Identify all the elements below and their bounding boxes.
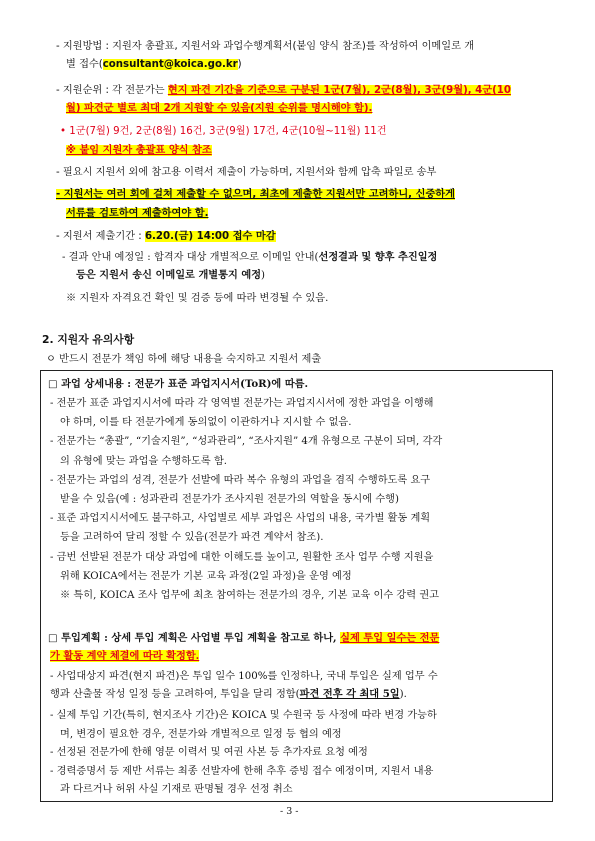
apply-method-text: 별 접수( — [66, 59, 103, 70]
priority-line2 — [66, 102, 372, 115]
deadline-label: - 지원서 제출기간 : — [56, 231, 145, 242]
plan-title-line2 — [50, 650, 199, 663]
plan-line2 — [50, 688, 407, 701]
plan-rest-line-0: - 실제 투입 기간(특히, 현지조사 기간)은 KOICA 및 수원국 등 사정에 따라 변경 가능하 — [50, 710, 437, 721]
single-submission-line1 — [56, 188, 455, 201]
task-line-3: 의 유형에 맞는 과업을 수행하도록 함. — [60, 455, 228, 467]
attach-note-text: ※ 붙임 지원자 총괄표 양식 참조 — [66, 145, 212, 156]
task-line-1: 야 하며, 이를 타 전문가에게 동의없이 이관하거나 지시할 수 없음. — [60, 417, 352, 429]
plan-rest-line-4: 과 다르거나 허위 사실 기재로 판명될 경우 선정 취소 — [60, 784, 293, 796]
apply-method-close: ) — [237, 59, 242, 70]
task-line-2: - 전문가는 “총괄”, “기술지원”, “성과관리”, “조사지원” 4개 유형으로 구분이 되며, 각각 — [50, 436, 443, 448]
result-bold-1: 선정결과 및 향후 추진일정 — [318, 251, 438, 263]
plan-line1: - 사업대상지 파견(현지 파견)은 투입 일수 100%를 인정하나, 국내 투입은 실제 업무 수 — [50, 671, 438, 682]
plan-title-line1 — [48, 632, 439, 645]
result-close: ) — [261, 270, 266, 281]
result-lead: - 결과 안내 예정일 : 합격자 대상 개별적으로 이메일 안내( — [62, 252, 319, 263]
plan-highlight-1: 실제 투입 일수는 전문 — [340, 632, 440, 644]
priority-line1 — [56, 84, 511, 97]
result-bold-2: 등은 지원서 송신 이메일로 개별통지 예정 — [76, 269, 262, 281]
task-line-10: ※ 특히, KOICA 조사 업무에 최초 참여하는 전문가의 경우, 기본 교육 이수 강력 권고 — [60, 590, 440, 601]
section2-intro: ㅇ 반드시 전문가 책임 하에 해당 내용을 숙지하고 지원서 제출 — [46, 354, 322, 365]
apply-method-line2 — [66, 58, 242, 71]
tasks-title: □ 과업 상세내용 : 전문가 표준 과업지시서(ToR)에 따름. — [48, 378, 309, 390]
single-submission-line2 — [66, 207, 208, 220]
task-line-5: 받을 수 있음(예 : 성과관리 전문가가 조사지원 전문가의 역할을 동시에 수행) — [60, 494, 399, 505]
change-note: ※ 지원자 자격요건 확인 및 검증 등에 따라 변경될 수 있음. — [66, 293, 329, 304]
plan-rest-line-3: - 경력증명서 등 제반 서류는 최종 선발자에 한해 추후 증빙 접수 예정이며, 지원서 내용 — [50, 765, 434, 777]
optional-resume-line: - 필요시 지원서 외에 참고용 이력서 제출이 가능하며, 지원서와 함께 압축 파일로 송부 — [56, 167, 437, 178]
apply-method-line1: - 지원방법 : 지원자 총괄표, 지원서와 과업수행계획서(붙임 양식 참조)를 작성하여 이메일로 개 — [56, 41, 475, 52]
deadline-line — [56, 230, 276, 243]
section2-heading: 2. 지원자 유의사항 — [42, 333, 135, 346]
page-number: - 3 - — [280, 806, 299, 817]
plan-rest-line-1: 며, 변경이 필요한 경우, 전문가와 개별적으로 일정 등 협의 예정 — [60, 728, 342, 740]
plan-line2-close: ). — [399, 689, 407, 700]
plan-title: □ 투입계획 : 상세 투입 계획은 사업별 투입 계획을 참고로 하나, — [48, 632, 341, 644]
task-line-7: 등을 고려하여 달리 정할 수 있음(전문가 파견 계약서 참조). — [60, 532, 324, 544]
plan-rest-line-2: - 선정된 전문가에 한해 영문 이력서 및 여권 사본 등 추가자료 요청 예정 — [50, 747, 368, 759]
priority-lead: - 지원순위 : 각 전문가는 — [56, 85, 168, 96]
task-line-6: - 표준 과업지시서에도 불구하고, 사업별로 세부 과업은 사업의 내용, 국가별 활동 계획 — [50, 513, 431, 525]
single-submission-text2: 서류를 검토하여 제출하여야 함. — [66, 208, 209, 219]
priority-highlight-1: 현지 파견 기간을 기준으로 구분된 1군(7월), 2군(8월), 3군(9월), 4군(10 — [167, 85, 511, 96]
plan-line2-bold: 파견 전후 각 최대 5일 — [299, 688, 400, 700]
task-line-4: - 전문가는 과업의 성격, 전문가 선발에 따라 복수 유형의 과업을 겸직 수행하도록 요구 — [50, 474, 431, 486]
attach-note — [66, 144, 212, 157]
task-line-8: - 금번 선발된 전문가 대상 과업에 대한 이해도를 높이고, 원활한 조사 업무 수행 지원을 — [50, 551, 434, 563]
group-counts: • 1군(7월) 9건, 2군(8월) 16건, 3군(9월) 17건, 4군(10월~11월) 11건 — [60, 126, 387, 137]
plan-line2-text: 행과 산출물 작성 일정 등을 고려하여, 투입을 달리 정함( — [50, 689, 300, 700]
result-line2 — [76, 269, 265, 282]
deadline-value: 6.20.(금) 14:00 접수 마감 — [144, 231, 276, 242]
single-submission-text1: - 지원서는 여러 회에 걸쳐 제출할 수 없으며, 최초에 제출한 지원서만 고려하니, 신중하게 — [56, 189, 455, 200]
result-line1 — [62, 251, 437, 264]
email-address: consultant@koica.go.kr — [102, 59, 238, 70]
plan-highlight-2: 가 활동 계약 체결에 따라 확정함. — [50, 650, 200, 662]
task-line-0: - 전문가 표준 과업지시서에 따라 각 영역별 전문가는 과업지시서에 정한 과업을 이행해 — [50, 398, 434, 409]
task-line-9: 위해 KOICA에서는 전문가 기본 교육 과정(2일 과정)을 운영 예정 — [60, 570, 352, 582]
priority-highlight-2: 월) 파견군 별로 최대 2개 지원할 수 있음(지원 순위를 명시해야 함). — [66, 103, 373, 114]
